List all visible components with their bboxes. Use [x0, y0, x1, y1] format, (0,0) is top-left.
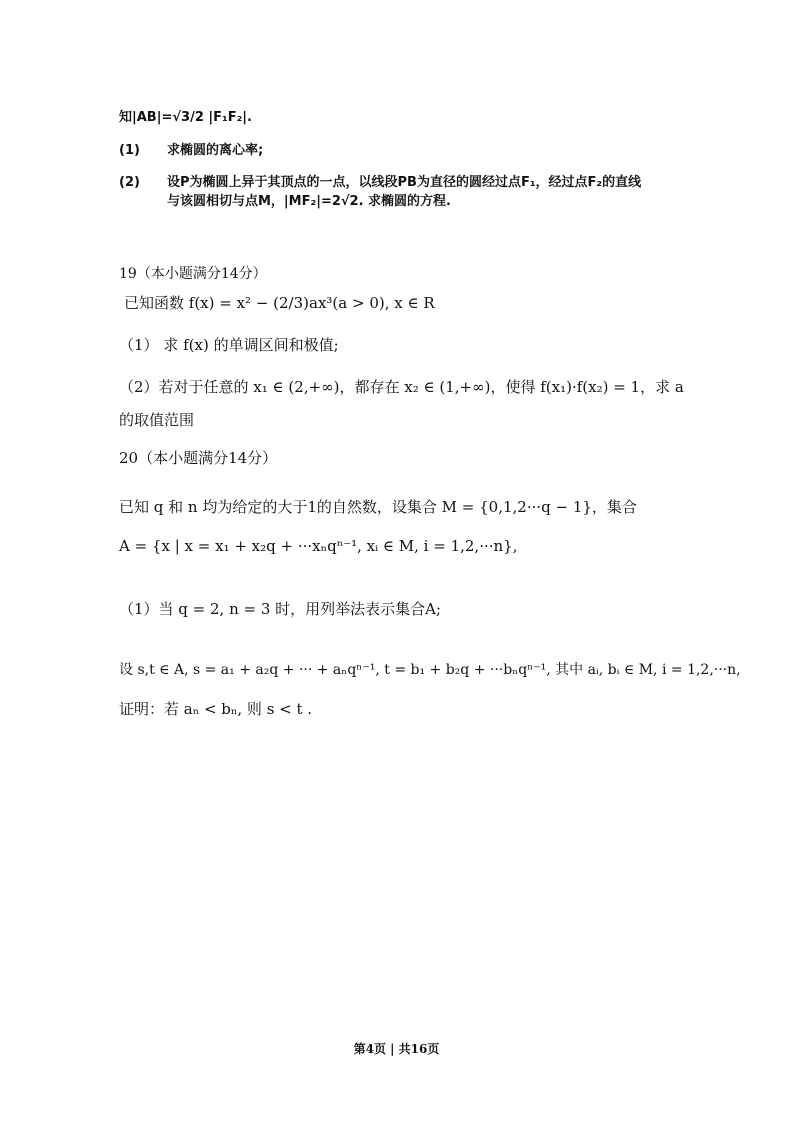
q18-part2 [119, 171, 641, 190]
q20-stem-line2: A = {x | x = x₁ + x₂q + ···xₙqⁿ⁻¹, xᵢ ∈ M, i = 1,2,···n}, [119, 537, 518, 555]
q18-part2-tag: (2) [119, 175, 140, 190]
page-footer: 第4页 | 共16页 [353, 1042, 440, 1056]
q18-continuation-line: 知|AB|=√3/2 |F₁F₂|. [119, 110, 252, 125]
q20-stem-line1: 已知 q 和 n 均为给定的大于1的自然数，设集合 M = {0,1,2···q − 1}，集合 [119, 498, 637, 516]
q19-heading: 19（本小题满分14分） [119, 266, 267, 282]
q19-part2-line1: （2）若对于任意的 x₁ ∈ (2,+∞)，都存在 x₂ ∈ (1,+∞)，使得 f(x₁)·f(x₂) = 1，求 a [119, 378, 684, 396]
q18-part1 [119, 139, 263, 158]
q18-part1-tag: (1) [119, 143, 140, 158]
q19-stem: 已知函数 f(x) = x² − (2/3)ax³(a > 0), x ∈ R [124, 294, 435, 312]
q18-part2-text-line1: 设P为椭圆上异于其顶点的一点，以线段PB为直径的圆经过点F₁，经过点F₂的直线 [167, 175, 642, 190]
q19-part1: （1） 求 f(x) 的单调区间和极值; [119, 336, 339, 354]
q20-heading: 20（本小题满分14分） [119, 449, 278, 467]
q19-part2-line2: 的取值范围 [119, 411, 195, 429]
q20-part2-line1: 设 s,t ∈ A, s = a₁ + a₂q + ··· + aₙqⁿ⁻¹, t = b₁ + b₂q + ···bₙqⁿ⁻¹, 其中 aᵢ, bᵢ ∈ M, i = 1,2,···n, [119, 662, 741, 678]
q20-part1: （1）当 q = 2, n = 3 时，用列举法表示集合A; [119, 600, 442, 618]
q18-part2-text-line2: 与该圆相切与点M，|MF₂|=2√2. 求椭圆的方程. [167, 194, 452, 209]
q20-part2-line2: 证明：若 aₙ < bₙ, 则 s < t . [119, 700, 313, 718]
q18-part1-text: 求椭圆的离心率; [167, 143, 264, 158]
